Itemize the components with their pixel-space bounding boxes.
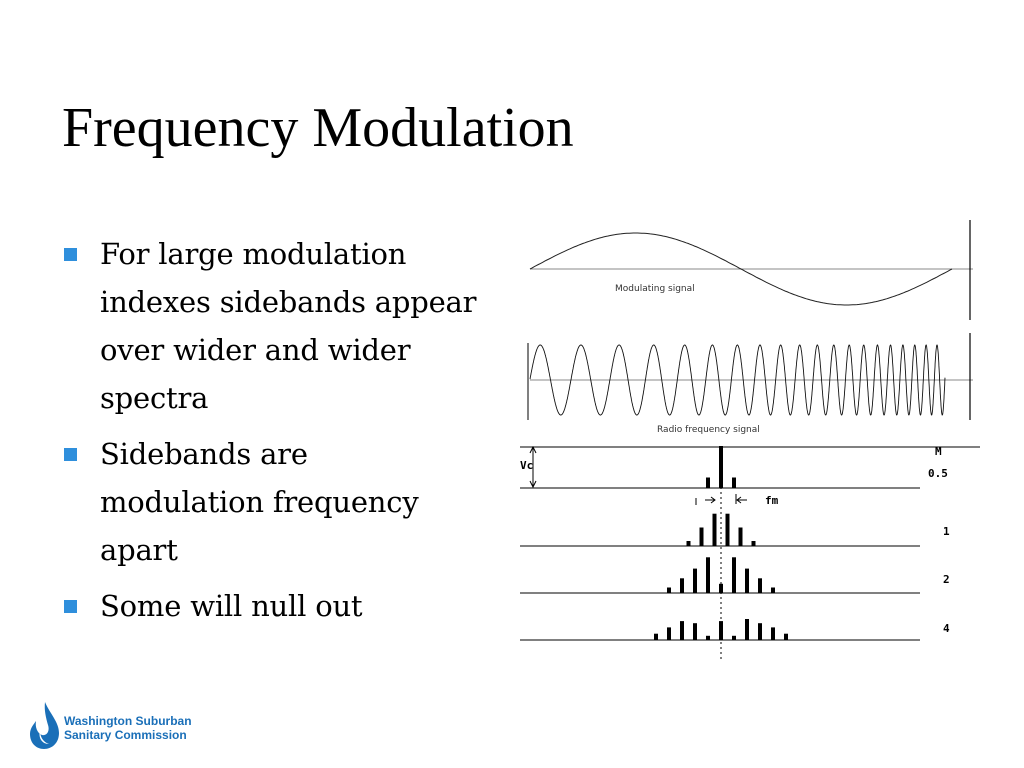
fm-spectrum-diagram [515, 215, 980, 665]
spectrum-bar [680, 621, 684, 640]
spectrum-bar [706, 636, 710, 640]
spectrum-bar [667, 588, 671, 594]
modulation-index-label: 0.5 [928, 467, 948, 480]
spectrum-bar [719, 621, 723, 640]
spectrum-bar [758, 578, 762, 593]
spectrum-bar [719, 584, 723, 593]
spectrum-bar [687, 541, 691, 546]
modulation-index-label: 1 [943, 525, 950, 538]
spectrum-bar [745, 619, 749, 640]
bullet-marker-icon [64, 248, 77, 261]
bullet-item [64, 230, 520, 422]
spectrum-bar [693, 569, 697, 593]
spectrum-bar [758, 623, 762, 640]
spectrum-bar [700, 528, 704, 547]
spectrum-bar [719, 446, 723, 488]
spectrum-bar [680, 578, 684, 593]
rf-signal-label: Radio frequency signal [657, 425, 760, 435]
spectrum-bar [693, 623, 697, 640]
spectrum-bar [706, 478, 710, 489]
spectrum-bar [752, 541, 756, 546]
fm-spacing-arrows [705, 497, 747, 503]
modulation-index-header: M [935, 445, 942, 458]
bullet-item [64, 430, 430, 574]
spectrum-bar [732, 478, 736, 489]
spectrum-bar [732, 636, 736, 640]
modulation-index-label: 4 [943, 622, 950, 635]
bullet-text: Some will null out [100, 589, 363, 623]
carrier-label: Vc [520, 459, 534, 472]
spectrum-bar [726, 514, 730, 546]
logo-line-2: Sanitary Commission [64, 728, 187, 742]
water-drop-logo-icon [28, 700, 62, 752]
bullet-marker-icon [64, 600, 77, 613]
modulating-signal-label: Modulating signal [615, 284, 695, 294]
logo [28, 700, 228, 752]
logo-line-1: Washington Suburban [64, 714, 192, 728]
spectrum-bar [771, 588, 775, 594]
fm-spacing-label: fm [765, 494, 779, 507]
slide-title: Frequency Modulation [62, 97, 574, 159]
spectrum-bar [713, 514, 717, 546]
spectrum-bar [732, 557, 736, 593]
modulation-index-label: 2 [943, 573, 950, 586]
spectrum-bar [771, 627, 775, 640]
logo-text [64, 714, 192, 742]
spectrum-bar [784, 634, 788, 640]
bullet-list [64, 230, 494, 638]
bullet-marker-icon [64, 448, 77, 461]
spectrum-bar [667, 627, 671, 640]
spectrum-bar [739, 528, 743, 547]
spectrum-bar [745, 569, 749, 593]
spectrum-bar [706, 557, 710, 593]
bullet-text: Sidebands are modulation frequency apart [100, 437, 419, 567]
spectrum-bar [654, 634, 658, 640]
bullet-item [64, 582, 494, 630]
bullet-text: For large modulation indexes sidebands appear over wider and wider spectra [100, 237, 477, 415]
